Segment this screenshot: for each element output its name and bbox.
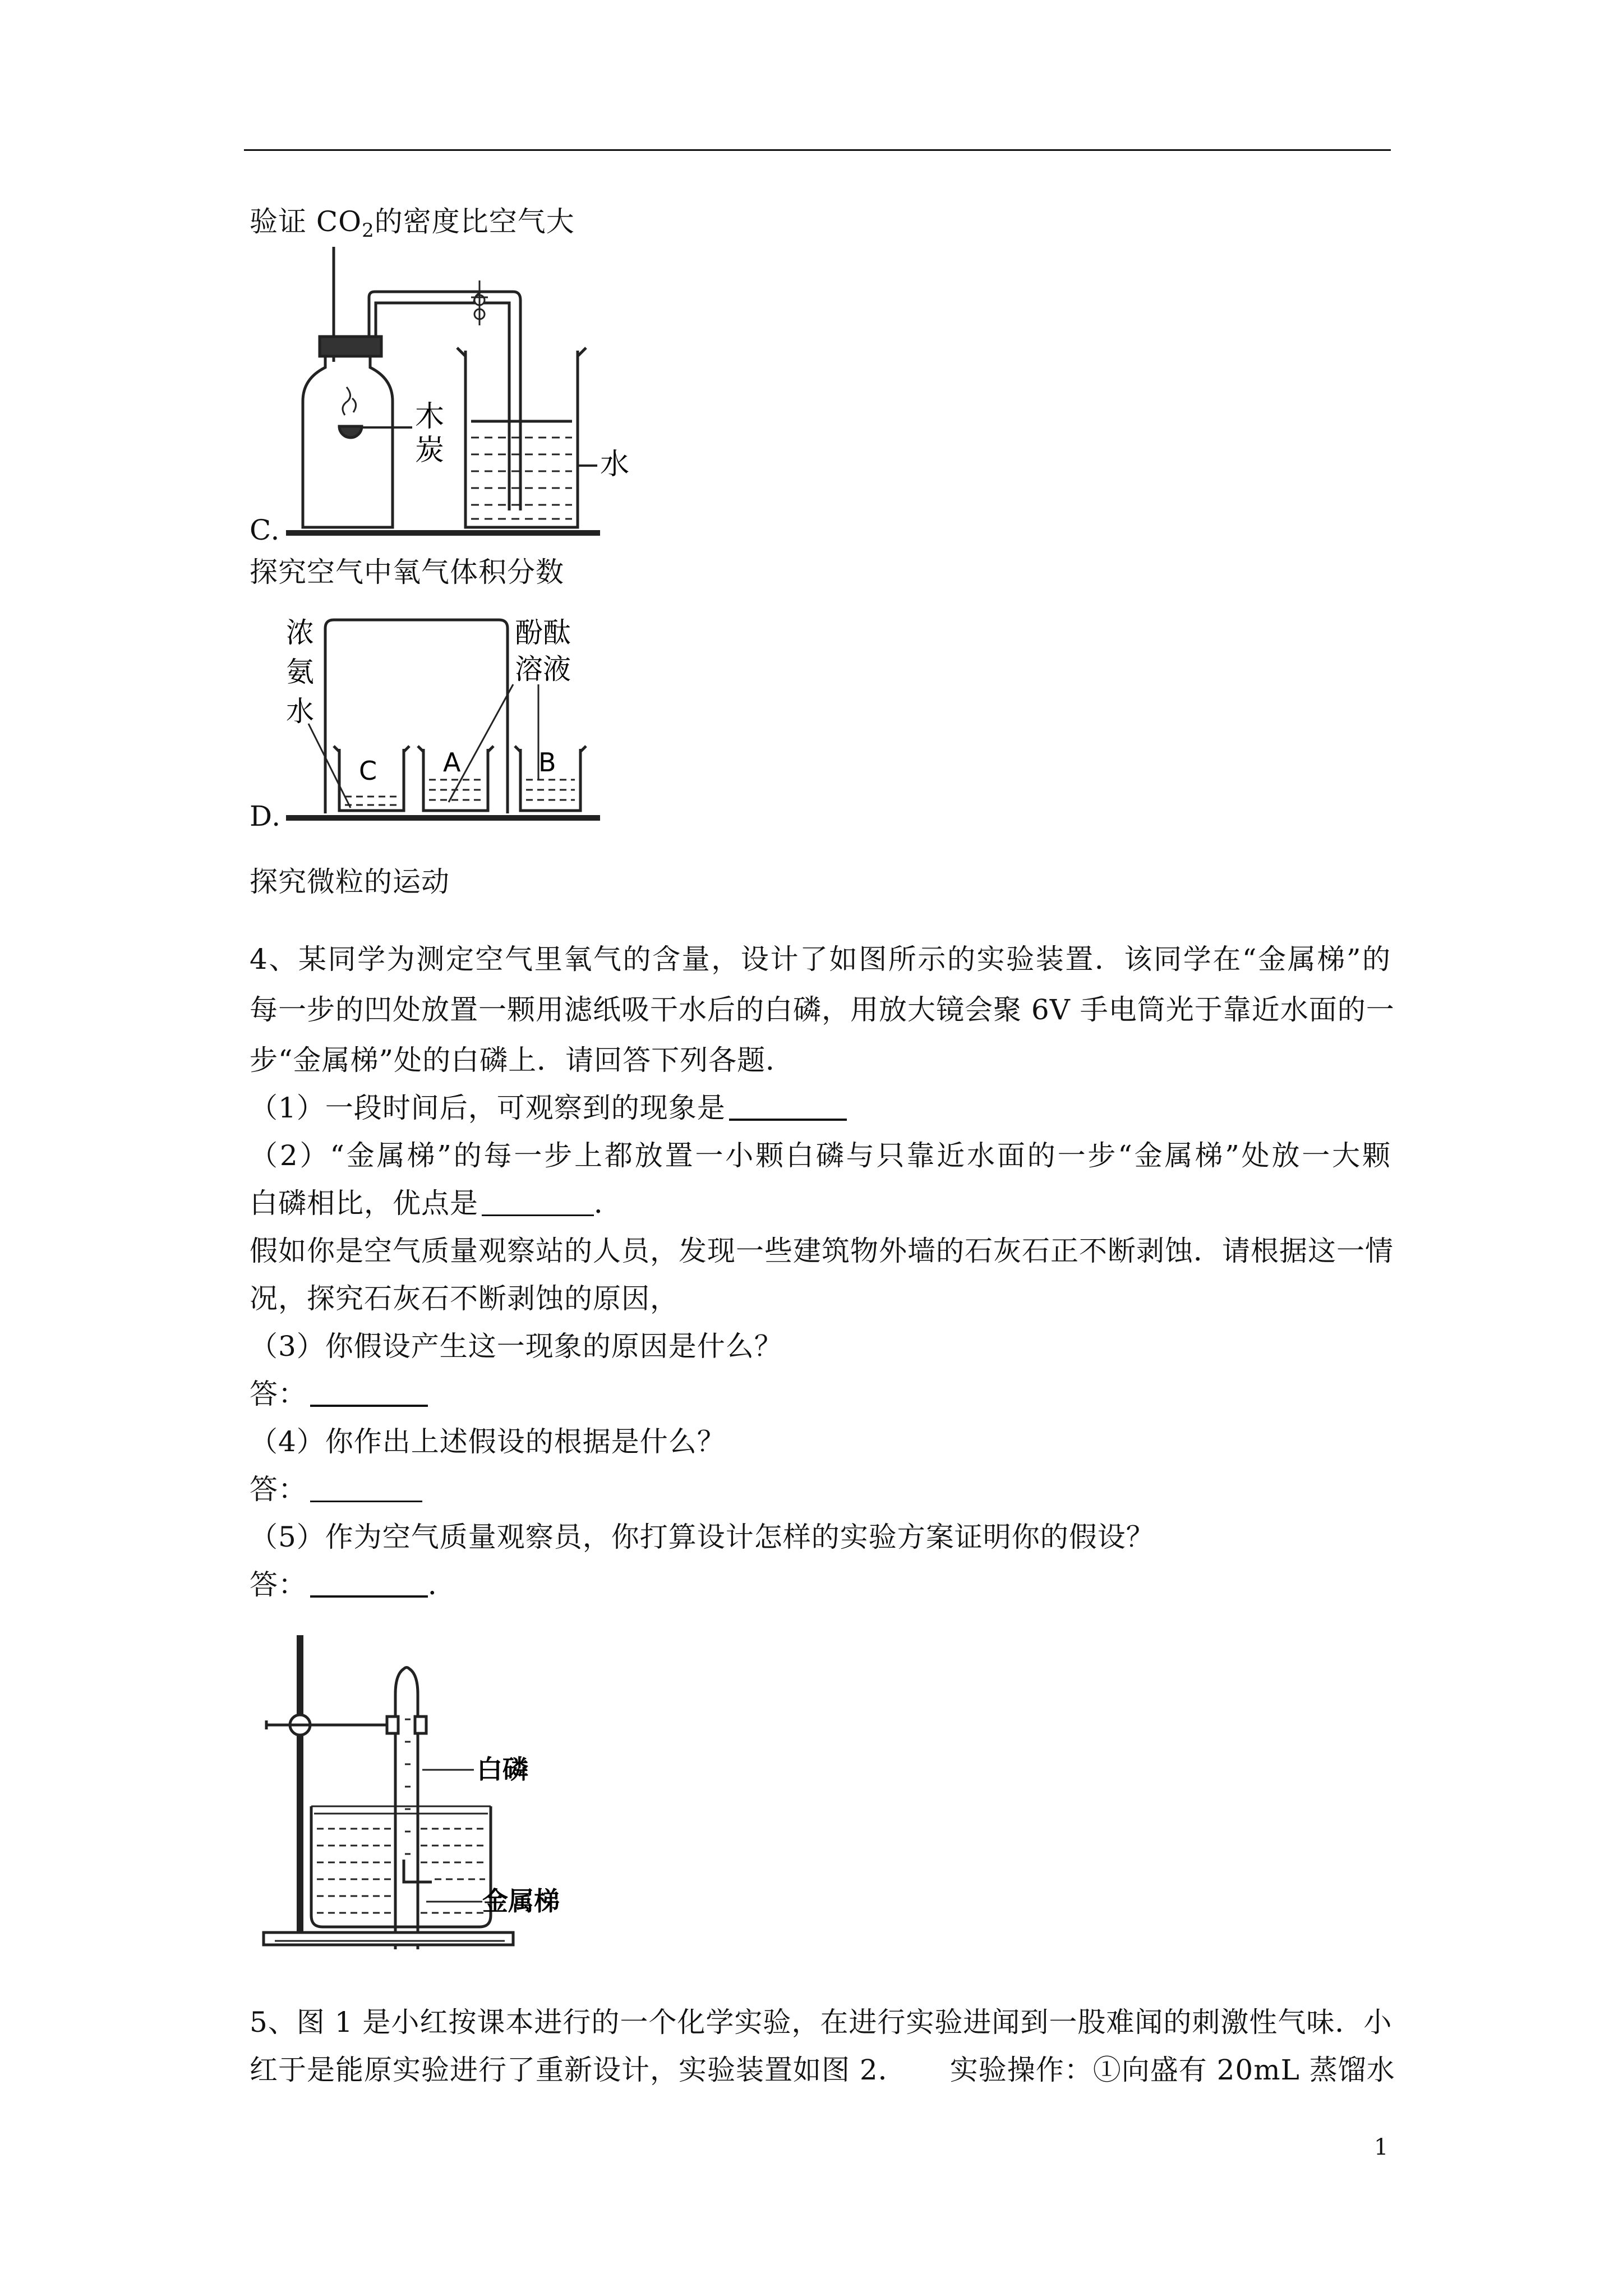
label-water: 水 [600, 448, 630, 481]
question-4-line: 况，探究石灰石不断剥蚀的原因， [250, 1282, 679, 1315]
question-4-line: 假如你是空气质量观察站的人员，发现一些建筑物外墙的石灰石正不断剥蚀．请根据这一情 [250, 1235, 1394, 1267]
label-metal-ladder: 金属梯 [482, 1886, 560, 1916]
question-4-sub-1: （1）一段时间后，可观察到的现象是 [250, 1091, 847, 1125]
answer-line: 答： ． [250, 1568, 457, 1601]
label-charcoal: 木炭 [415, 400, 445, 467]
beaker-b-label: B [538, 747, 556, 777]
text-line: 验证 $CO_2$的密度比空气大 [250, 205, 575, 242]
beaker-c-label: C [359, 756, 377, 786]
text-line: 探究微粒的运动 [250, 866, 450, 898]
question-4-line: 4、某同学为测定空气里氧气的含量，设计了如图所示的实验装置．该同学在“金属梯”的 [250, 943, 1391, 976]
figure-phosphorus-apparatus [258, 1635, 639, 1955]
question-4-line: 步“金属梯”处的白磷上．请回答下列各题． [250, 1044, 795, 1076]
header-rule [244, 149, 1391, 151]
label-phenolphthalein: 酚酞溶液 [515, 616, 571, 685]
label-white-phosphorus: 白磷 [477, 1754, 528, 1784]
text-line: 探究空气中氧气体积分数 [250, 556, 564, 588]
label-ammonia: 浓氨水 [286, 616, 314, 728]
answer-blank[interactable] [482, 1189, 594, 1216]
answer-blank[interactable] [310, 1475, 422, 1502]
beaker-a-label: A [443, 747, 461, 777]
question-5-line: 红于是能原实验进行了重新设计，实验装置如图 2． 实验操作：①向盛有 20mL 蒸馏水 [250, 2054, 1395, 2086]
question-4-sub-2: （2）“金属梯”的每一步上都放置一小颗白磷与只靠近水面的一步“金属梯”处放一大颗 [250, 1139, 1391, 1172]
figure-particle-motion [286, 611, 611, 830]
page-number: 1 [1374, 2134, 1389, 2160]
answer-line: 答： [250, 1473, 422, 1506]
question-4-sub-5: （5）作为空气质量观察员，你打算设计怎样的实验方案证明你的假设？ [250, 1521, 1155, 1553]
question-4-sub-2b: 白磷相比，优点是 ． [250, 1187, 623, 1220]
answer-blank[interactable] [310, 1570, 428, 1598]
answer-line: 答： [250, 1377, 428, 1411]
question-4-sub-3: （3）你假设产生这一现象的原因是什么？ [250, 1330, 783, 1363]
question-4-line: 每一步的凹处放置一颗用滤纸吸干水后的白磷，用放大镜会聚 6V 手电筒光于靠近水面的一 [250, 993, 1395, 1026]
option-label-c: C. [250, 514, 280, 546]
answer-blank[interactable] [729, 1093, 847, 1121]
figure-co2-apparatus [286, 247, 667, 539]
question-4-sub-4: （4）你作出上述假设的根据是什么？ [250, 1425, 726, 1458]
option-label-d: D. [250, 800, 282, 832]
question-5-line: 5、图 1 是小红按课本进行的一个化学实验，在进行实验进闻到一股难闻的刺激性气味．小 [250, 2006, 1393, 2039]
answer-blank[interactable] [310, 1379, 428, 1407]
